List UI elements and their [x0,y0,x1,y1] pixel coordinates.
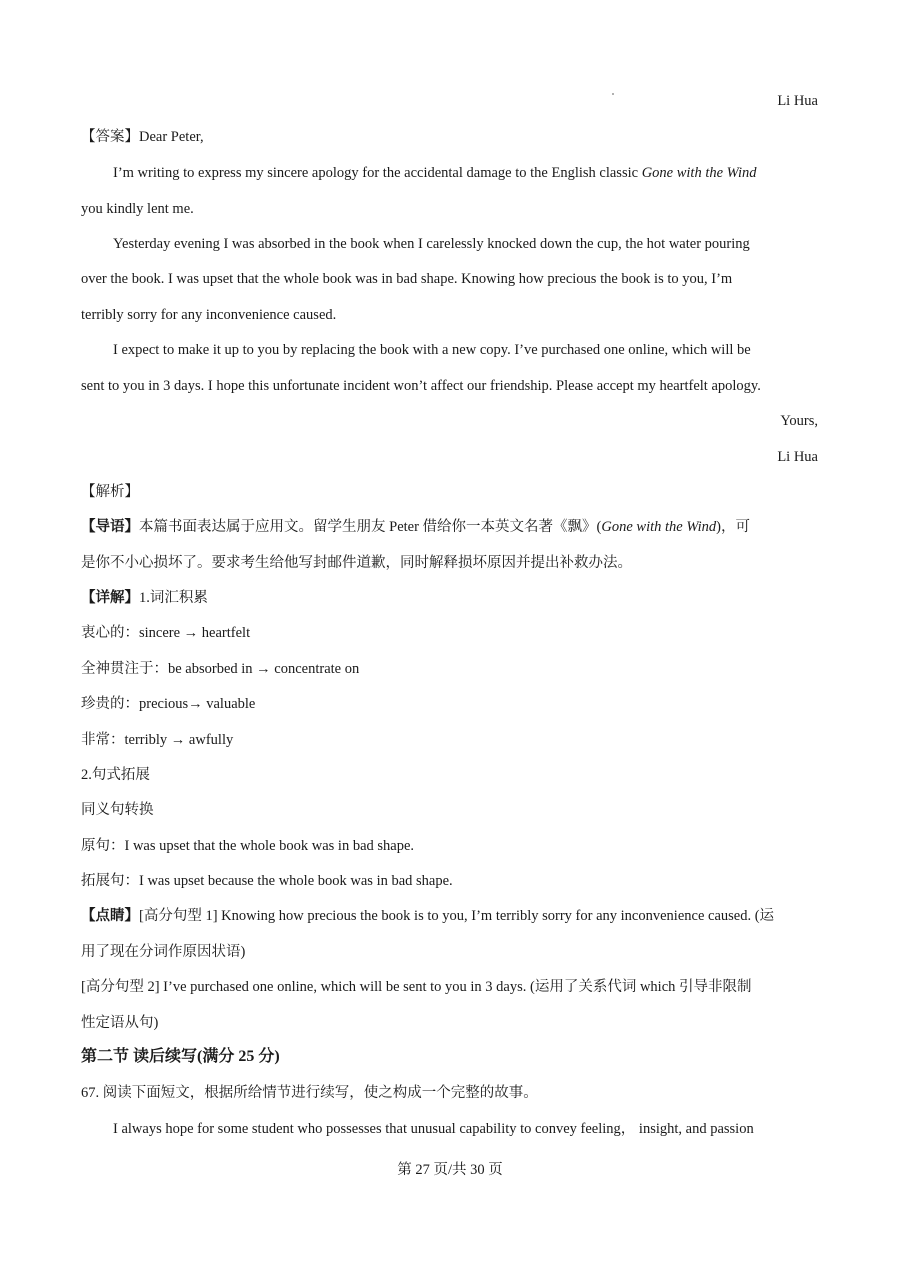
detail-tag: 【详解】 [81,590,139,606]
answer-line [81,128,204,146]
letter-p2-line1: Yesterday evening I was absorbed in the book when I carelessly knocked down the cup, the hot water pouring [113,236,750,252]
letter-p3-line1: I expect to make it up to you by replacing the book with a new copy. I’ve purchased one online, which will be [113,342,751,358]
guide-line2: 是你不小心损坏了。要求考生给他写封邮件道歉，同时解释损坏原因并提出补救办法。 [81,555,632,571]
letter-p1-line1 [113,164,756,182]
letter-p2-line2: over the book. I was upset that the whole book was in bad shape. Knowing how precious the book is to you, I’m [81,271,733,287]
book-title: Gone with the Wind [641,165,757,181]
point2-line2: 性定语从句) [81,1015,159,1031]
guide-tag: 【导语】 [81,519,139,535]
letter-p1-line2: you kindly lent me. [81,201,194,217]
guide-text: 本篇书面表达属于应用文。留学生朋友 Peter 借给你一本英文名著《飘》( [139,519,602,535]
letter-signature: Li Hua [777,449,818,465]
original-sentence: 原句：I was upset that the whole book was in bad shape. [81,838,415,854]
point1-text: [高分句型 1] Knowing how precious the book is to you, I’m terribly sorry for any inconvenience caused. (运 [139,908,775,924]
point-tag: 【点睛】 [81,908,139,924]
synonym-heading: 同义句转换 [81,802,154,818]
question-number: 67. [81,1085,100,1101]
point1-line2: 用了现在分词作原因状语) [81,944,246,960]
guide-book-title: Gone with the Wind [601,519,717,535]
vocab-item: 珍贵的：precious→ valuable [81,696,256,712]
scan-speck [612,93,614,95]
point2-line1: [高分句型 2] I’ve purchased one online, which will be sent to you in 3 days. (运用了关系代词 which 引导非限制 [81,979,752,995]
detail-line [81,589,208,607]
point1-line1 [81,907,774,925]
answer-tag: 【答案】 [81,129,139,145]
guide-line1 [81,518,750,536]
top-signature: Li Hua [777,93,818,109]
question-line [81,1084,538,1102]
story-line1: I always hope for some student who possesses that unusual capability to convey feeling， insight, and passion [113,1121,754,1137]
expanded-sentence: 拓展句：I was upset because the whole book was in bad shape. [81,873,453,889]
sentence-heading: 2.句式拓展 [81,767,150,783]
vocab-item: 非常：terribly → awfully [81,732,234,748]
analysis-heading: 【解析】 [81,484,139,500]
vocab-item: 衷心的：sincere → heartfelt [81,625,251,641]
letter-p3-line2: sent to you in 3 days. I hope this unfortunate incident won’t affect our friendship. Please accept my heartfelt apology. [81,378,761,394]
letter-closing: Yours, [780,413,818,429]
letter-p2-line3: terribly sorry for any inconvenience caused. [81,307,337,323]
salutation: Dear Peter, [139,129,204,145]
vocab-heading: 1.词汇积累 [139,590,208,606]
letter-p1-text: I’m writing to express my sincere apology for the accidental damage to the English classic [113,165,642,181]
question-text: 阅读下面短文，根据所给情节进行续写，使之构成一个完整的故事。 [102,1085,538,1101]
vocab-item: 全神贯注于：be absorbed in → concentrate on [81,661,360,677]
guide-text-end: )，可 [716,519,751,535]
page-footer: 第 27 页/共 30 页 [397,1162,503,1178]
section-heading: 第二节 读后续写(满分 25 分) [81,1048,280,1065]
